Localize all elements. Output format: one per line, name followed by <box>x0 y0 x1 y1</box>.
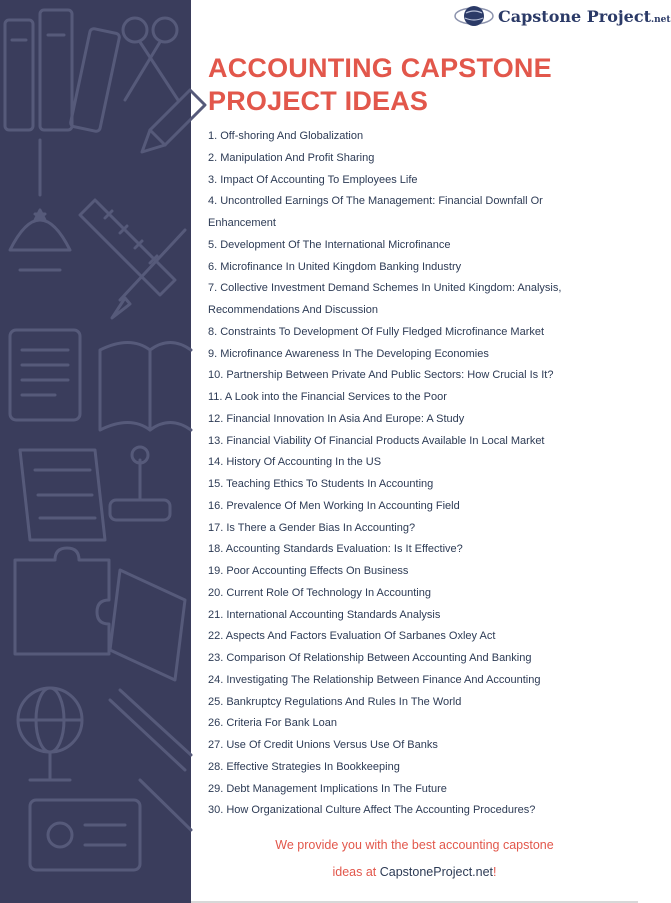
decorative-sidebar <box>0 0 191 903</box>
topic-item: 27. Use Of Credit Unions Versus Use Of Banks <box>208 739 438 751</box>
topic-item: 20. Current Role Of Technology In Accounting <box>208 586 431 599</box>
topic-item: 17. Is There a Gender Bias In Accounting? <box>208 521 416 534</box>
page-title: ACCOUNTING CAPSTONE PROJECT IDEAS <box>208 53 552 116</box>
brand-logo <box>454 2 671 30</box>
topic-item: 29. Debt Management Implications In The Future <box>208 782 447 795</box>
topic-item: Enhancement <box>208 217 276 229</box>
book-icon <box>110 570 185 680</box>
topic-item: 22. Aspects And Factors Evaluation Of Sarbanes Oxley Act <box>208 630 496 643</box>
topic-item: 26. Criteria For Bank Loan <box>208 717 338 730</box>
topic-item: 6. Microfinance In United Kingdom Banking Industry <box>208 260 462 273</box>
stapler-icon <box>110 447 170 520</box>
topic-item: 8. Constraints To Development Of Fully Fledged Microfinance Market <box>208 325 545 338</box>
topic-item: 28. Effective Strategies In Bookkeeping <box>208 760 400 773</box>
puzzle-icon <box>15 548 109 654</box>
ruler-icon <box>80 200 175 295</box>
pencil-icon <box>110 690 191 770</box>
globe-icon <box>18 688 82 780</box>
topic-item: 4. Uncontrolled Earnings Of The Management: Financial Downfall Or <box>208 195 543 208</box>
globe-logo-icon <box>454 3 494 29</box>
topic-item: 3. Impact Of Accounting To Employees Life <box>208 173 418 186</box>
topic-item: 23. Comparison Of Relationship Between Accounting And Banking <box>208 652 532 664</box>
topic-item: 11. A Look into the Financial Services to the Poor <box>208 391 447 403</box>
notebook-icon <box>10 330 80 420</box>
topic-item: Recommendations And Discussion <box>208 304 378 316</box>
topic-item: 1. Off-shoring And Globalization <box>208 130 364 142</box>
topic-item: 24. Investigating The Relationship Between Finance And Accounting <box>208 673 541 686</box>
brand-name: Capstone Project.net <box>498 6 671 26</box>
books-icon <box>5 10 120 132</box>
topic-item: 7. Collective Investment Demand Schemes In United Kingdom: Analysis, <box>208 282 562 295</box>
ruler-icon <box>140 780 191 830</box>
scissors-icon <box>123 18 178 100</box>
topic-item: 19. Poor Accounting Effects On Business <box>208 565 409 577</box>
topic-item: 25. Bankruptcy Regulations And Rules In The World <box>208 695 462 708</box>
pen-icon <box>112 230 185 318</box>
topic-item: 14. History Of Accounting In the US <box>208 456 382 469</box>
topic-item: 15. Teaching Ethics To Students In Accounting <box>208 478 434 490</box>
calculator-icon <box>20 450 105 540</box>
topic-item: 10. Partnership Between Private And Public Sectors: How Crucial Is It? <box>208 369 554 382</box>
diploma-icon <box>30 800 140 870</box>
brand-tld: .net <box>650 14 671 25</box>
book-icon <box>100 343 191 431</box>
topic-item: 16. Prevalence Of Men Working In Accounting Field <box>208 499 460 512</box>
footer-line-2: ideas at CapstoneProject.net! <box>332 865 497 879</box>
footer-note <box>212 832 617 886</box>
topic-item: 5. Development Of The International Microfinance <box>208 238 451 251</box>
topic-item: 21. International Accounting Standards Analysis <box>208 608 441 621</box>
footer-line-1: We provide you with the best accounting capstone <box>275 838 554 852</box>
topic-item: 2. Manipulation And Profit Sharing <box>208 151 375 164</box>
topic-item: 13. Financial Viability Of Financial Products Available In Local Market <box>208 434 545 447</box>
topic-item: 18. Accounting Standards Evaluation: Is It Effective? <box>208 543 463 556</box>
pencil-icon <box>142 90 205 152</box>
topic-item: 9. Microfinance Awareness In The Developing Economies <box>208 347 489 360</box>
topic-item: 30. How Organizational Culture Affect The Accounting Procedures? <box>208 804 536 817</box>
website-link[interactable]: CapstoneProject.net <box>379 865 494 879</box>
topic-list <box>208 126 628 822</box>
topic-item: 12. Financial Innovation In Asia And Europe: A Study <box>208 412 465 425</box>
lamp-icon <box>10 140 70 270</box>
